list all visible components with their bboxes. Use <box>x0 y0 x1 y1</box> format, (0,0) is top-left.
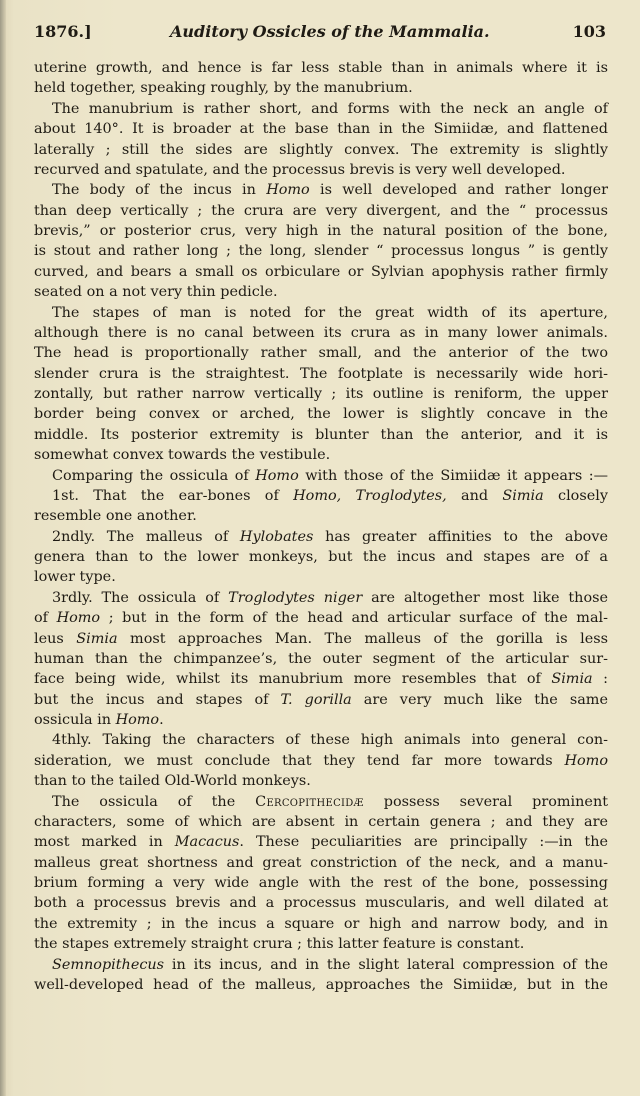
text-line <box>34 527 608 547</box>
italic-term: Homo <box>255 467 299 484</box>
text-segment: human than the chimpanzee’s, the outer segment of the articular sur- <box>34 650 608 667</box>
italic-term: T. gorilla <box>280 691 352 708</box>
text-line <box>34 262 608 282</box>
body-text <box>34 58 608 995</box>
text-segment: lower type. <box>34 569 116 586</box>
text-segment: characters, some of which are absent in certain genera ; and they are <box>34 813 608 830</box>
italic-term: Homo <box>56 610 101 627</box>
text-line <box>34 547 608 567</box>
text-segment: The stapes of man is noted for the great width of its aperture, <box>52 304 608 321</box>
header-title: Auditory Ossicles of the Mammalia. <box>170 22 490 41</box>
text-segment: with those of the Simiidæ it appears :— <box>298 467 608 484</box>
text-line <box>34 58 608 78</box>
text-segment: the extremity ; in the incus a square or high and narrow body, and in <box>34 915 608 932</box>
text-line <box>34 404 608 424</box>
text-segment: . These peculiarities are principally :—in the <box>239 834 608 851</box>
text-segment: in its incus, and in the slight lateral compression of the <box>164 956 608 973</box>
italic-term: Simia <box>76 630 118 647</box>
text-line <box>34 180 608 200</box>
text-segment: seated on a not very thin pedicle. <box>34 284 278 301</box>
text-line <box>34 119 608 139</box>
text-line <box>34 608 608 628</box>
text-line <box>34 384 608 404</box>
italic-term: Hylobates <box>239 528 314 545</box>
text-line <box>34 364 608 384</box>
text-segment: well-developed head of the malleus, approaches the Simiidæ, but in the <box>34 976 608 993</box>
text-line <box>34 140 608 160</box>
text-line <box>34 303 608 323</box>
text-segment: ossicula in <box>34 712 116 728</box>
text-segment: zontally, but rather narrow vertically ; its outline is reniform, the upper <box>34 386 608 402</box>
page-number: 103 <box>572 22 606 41</box>
text-line <box>34 730 608 750</box>
text-segment: are very much like the same <box>351 691 608 708</box>
text-segment: are altogether most like those <box>362 589 609 606</box>
text-segment: laterally ; still the sides are slightly convex. The extremity is slightly <box>34 141 608 158</box>
text-segment: somewhat convex towards the vestibule. <box>34 447 331 464</box>
text-line <box>34 853 608 873</box>
text-line <box>34 99 608 119</box>
text-line <box>34 955 608 975</box>
text-line <box>34 771 608 791</box>
text-segment: the stapes extremely straight crura ; this latter feature is constant. <box>34 936 525 953</box>
text-line <box>34 201 608 221</box>
text-line <box>34 710 608 730</box>
text-segment: has greater affinities to the above <box>313 528 608 545</box>
text-segment: The manubrium is rather short, and forms with the neck an angle of <box>52 100 608 117</box>
text-segment: than deep vertically ; the crura are very divergent, and the “ processus <box>34 202 608 219</box>
text-segment: Comparing the ossicula of <box>52 467 256 484</box>
text-segment: The head is proportionally rather small, and the anterior of the two <box>34 345 608 362</box>
text-segment: than to the tailed Old-World monkeys. <box>34 773 311 790</box>
text-segment: slender crura is the straightest. The footplate is necessarily wide hori- <box>34 365 608 382</box>
italic-term: Homo <box>115 712 160 728</box>
text-segment: malleus great shortness and great constriction of the neck, and a manu- <box>34 854 608 871</box>
text-segment: uterine growth, and hence is far less stable than in animals where it is <box>34 60 608 76</box>
text-line <box>34 588 608 608</box>
text-segment: both a processus brevis and a processus muscularis, and well dilated at <box>34 895 608 912</box>
text-segment: and <box>446 487 503 504</box>
text-line <box>34 160 608 180</box>
text-segment: most approaches Man. The malleus of the gorilla is less <box>117 630 608 647</box>
text-segment: leus <box>34 630 77 647</box>
text-line <box>34 323 608 343</box>
italic-term: Semnopithecus <box>52 956 165 973</box>
italic-term: Homo, Troglodytes, <box>293 487 447 504</box>
text-line <box>34 425 608 445</box>
small-caps-term: Cercopithecidæ <box>255 793 364 810</box>
text-segment: possess several prominent <box>363 793 608 810</box>
text-segment: . <box>159 712 164 728</box>
text-segment: although there is no canal between its crura as in many lower animals. <box>34 324 608 341</box>
text-segment: middle. Its posterior extremity is blunter than the anterior, and it is <box>34 426 608 443</box>
text-segment: 3rdly. The ossicula of <box>52 589 229 606</box>
italic-term: Macacus <box>174 834 240 851</box>
text-segment: recurved and spatulate, and the processus brevis is very well developed. <box>34 161 566 178</box>
text-segment: brium forming a very wide angle with the rest of the bone, possessing <box>34 875 608 891</box>
text-line <box>34 343 608 363</box>
text-line <box>34 914 608 934</box>
text-line <box>34 751 608 771</box>
text-segment: but the incus and stapes of <box>34 691 281 708</box>
text-line <box>34 832 608 852</box>
text-segment: 4thly. Taking the characters of these high animals into general con- <box>52 732 608 749</box>
text-line <box>34 975 608 995</box>
italic-term: Homo <box>564 752 608 769</box>
text-segment: 1st. That the ear-bones of <box>52 487 294 504</box>
binding-gutter-shadow <box>0 0 6 1096</box>
text-segment: ; but in the form of the head and articular surface of the mal- <box>100 610 608 627</box>
text-segment: of <box>34 610 57 627</box>
text-line <box>34 466 608 486</box>
text-line <box>34 241 608 261</box>
text-segment: sideration, we must conclude that they tend far more towards <box>34 752 565 769</box>
italic-term: Simia <box>551 671 593 688</box>
text-line <box>34 282 608 302</box>
text-line <box>34 690 608 710</box>
text-segment: 2ndly. The malleus of <box>52 528 240 545</box>
text-line <box>34 893 608 913</box>
text-segment: genera than to the lower monkeys, but the incus and stapes are of a <box>34 549 608 565</box>
text-line <box>34 221 608 241</box>
text-line <box>34 812 608 832</box>
text-segment: The ossicula of the <box>52 793 256 810</box>
text-line <box>34 669 608 689</box>
text-line <box>34 792 608 812</box>
italic-term: Troglodytes niger <box>228 589 363 606</box>
text-line <box>34 649 608 669</box>
italic-term: Simia <box>502 487 544 504</box>
text-segment: closely <box>543 487 608 504</box>
text-line <box>34 567 608 587</box>
text-line <box>34 78 608 98</box>
text-segment: border being convex or arched, the lower is slightly concave in the <box>34 406 608 423</box>
running-header <box>34 22 606 46</box>
text-segment: held together, speaking roughly, by the manubrium. <box>34 80 413 97</box>
text-line <box>34 445 608 465</box>
italic-term: Homo <box>266 182 310 199</box>
text-segment: is stout and rather long ; the long, slender “ processus longus ” is gently <box>34 243 608 260</box>
text-line <box>34 934 608 954</box>
text-segment: The body of the incus in <box>52 182 267 199</box>
text-segment: most marked in <box>34 834 175 851</box>
text-segment: resemble one another. <box>34 508 197 525</box>
text-segment: is well developed and rather longer <box>309 182 608 199</box>
header-year: 1876.] <box>34 22 92 41</box>
text-line <box>34 873 608 893</box>
text-line <box>34 486 608 506</box>
text-segment: about 140°. It is broader at the base than in the Simiidæ, and flattened <box>34 121 608 138</box>
text-segment: face being wide, whilst its manubrium more resembles that of <box>34 671 552 688</box>
text-line <box>34 506 608 526</box>
text-segment: brevis,” or posterior crus, very high in the natural position of the bone, <box>34 223 608 239</box>
text-line <box>34 629 608 649</box>
text-segment: curved, and bears a small os orbiculare or Sylvian apophysis rather firmly <box>34 263 608 280</box>
text-segment: : <box>592 671 608 688</box>
